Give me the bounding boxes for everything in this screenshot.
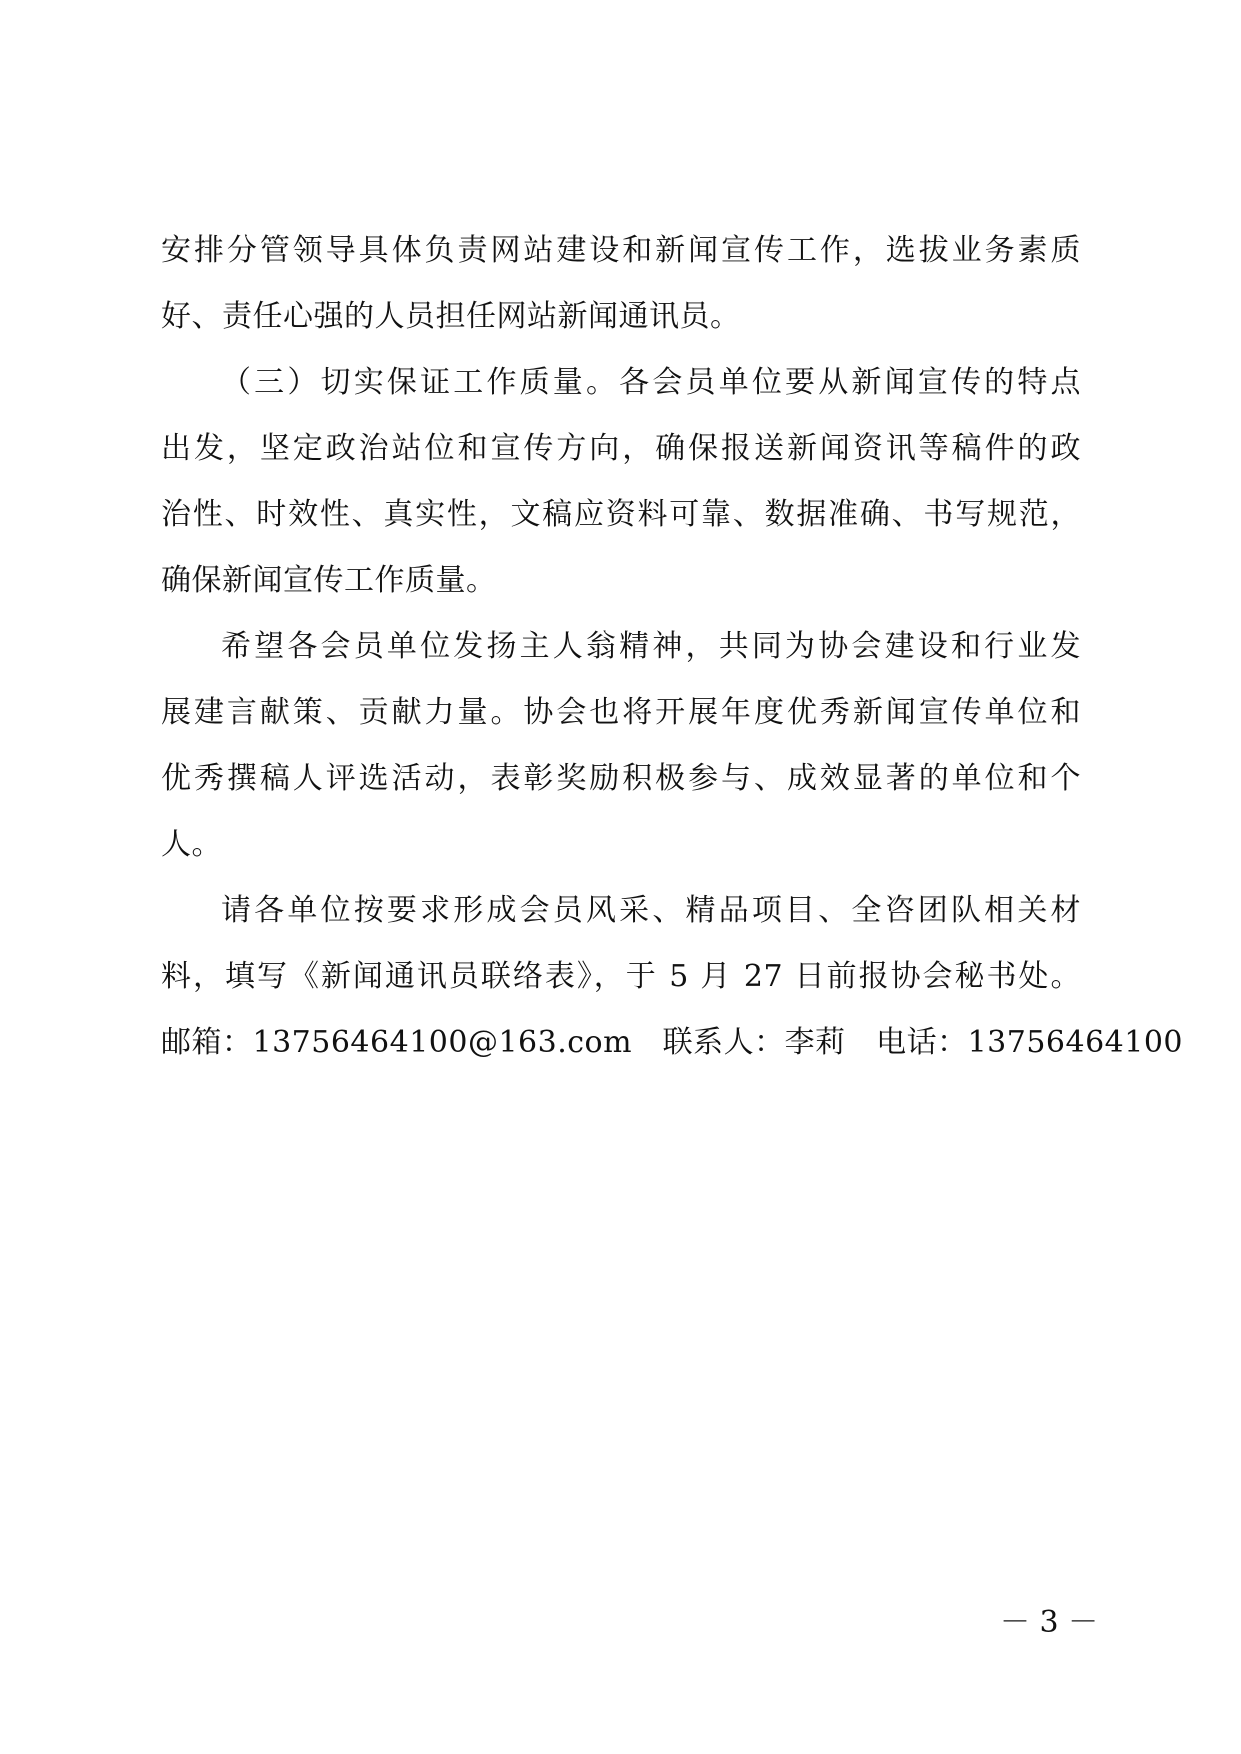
text-line: 料，填写《新闻通讯员联络表》，于 5 月 27 日前报协会秘书处。 [161,959,1081,994]
text-line: 优秀撰稿人评选活动，表彰奖励积极参与、成效显著的单位和个 [161,761,1081,796]
text-line: 好、责任心强的人员担任网站新闻通讯员。 [161,299,741,334]
page-number: － 3 － [1000,1605,1099,1640]
body-text [161,218,1184,1076]
text-line: 请各单位按要求形成会员风采、精品项目、全咨团队相关材 [221,893,1081,928]
contact-line: 邮箱：13756464100@163.com 联系人：李莉 电话：13756464100 [161,1025,1184,1060]
text-line: 展建言献策、贡献力量。协会也将开展年度优秀新闻宣传单位和 [161,695,1081,730]
text-line: 希望各会员单位发扬主人翁精神，共同为协会建设和行业发 [221,629,1081,664]
text-line: 安排分管领导具体负责网站建设和新闻宣传工作，选拔业务素质 [161,233,1081,268]
text-line: 确保新闻宣传工作质量。 [161,563,497,598]
text-line: 出发，坚定政治站位和宣传方向，确保报送新闻资讯等稿件的政 [161,431,1081,466]
text-line: 治性、时效性、真实性，文稿应资料可靠、数据准确、书写规范， [161,497,1081,532]
text-line: 人。 [161,827,222,862]
text-line: （三）切实保证工作质量。各会员单位要从新闻宣传的特点 [221,365,1081,400]
